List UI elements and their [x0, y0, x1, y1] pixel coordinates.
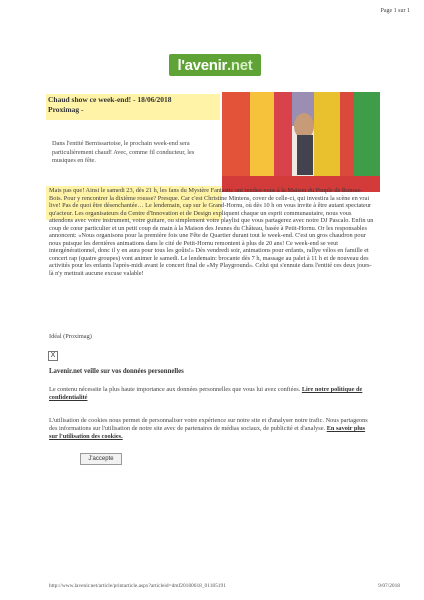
logo-tld: .net [227, 56, 253, 74]
accept-button[interactable]: J'accepte [80, 453, 122, 465]
article-intro: Dans l'entité Bernissartoise, le prochain week-end sera particulièrement chaud! Avec, comme fil conducteur, les musiques en fête. [52, 140, 195, 165]
cookie-usage-paragraph [49, 417, 369, 441]
logo-brand: l'avenir [177, 56, 228, 74]
page-number: Page 1 sur 1 [380, 8, 410, 14]
inflatable-castle-image [222, 92, 380, 192]
footer-date: 9/07/2018 [378, 583, 400, 589]
article-headline [48, 95, 220, 115]
article-signature: Idéal (Proximag) [49, 333, 92, 340]
lavenir-logo[interactable] [169, 54, 261, 76]
close-icon[interactable]: X [48, 351, 58, 361]
cookie-info-link[interactable]: En savoir plus sur l'utilisation des cookies. [49, 425, 366, 440]
article-section: Proximag - [48, 105, 84, 114]
cookie-notice-paragraph [49, 386, 369, 402]
article-photo [222, 92, 380, 192]
privacy-text: Le contenu nécessite la plus haute importance aux données personnelles que vous lui avez confiées. [49, 386, 301, 393]
footer-url: http://www.lavenir.net/article/printarticle.aspx?articleid=dmf20180618_01185191 [49, 583, 226, 589]
article-body: Mais pas que! Ainsi le samedi 23, dès 21 h, les fans du Mystère Fantastic ont rendez-vous à la Maison du Peuple de Ronsse-Bois. Pour y rencontrer la dixième rousse? Presque. Car c'est Christine Mintens, cover de celle-ci, qui investira la scène en vrai live! Pas de quoi être désenchantée… Le lendemain, cap sur le Grand-Hornu, où dès 10 h on vous invite à être autant spectateur qu'acteur. Les organisateurs du Centre d'Innovation et de Design expliquent chaque un esprit communautaire, nous vous attendons avec votre instrument, votre guitare, ou simplement votre playlist que vous partagerez avec notre DJ Pascalo. Enfin un coup de cœur particulier et un petit coup de main à la Maison des Jeunes du Château, basée à Petit-Hornu. Or les responsables annoncent: «Nous organisons pour la première fois une Fête de Quartier durant tout le week-end. C'est un gros chaudron pour nous puisque les dernières animations dans le cité de Petit-Hornu remontent à plus de 20 ans! Ce week-end se veut intergénérationnel, donc il y en aura pour tous les goûts!» Dès vendredi soir, animations pour enfants, rallye vélos en famille et concert rap (quatre groupes) vont animer le samedi. Le lendemain: brocante dès 7 h, massage au palet à 11 h et de nouveau des activités pour les enfants l'après-midi avant le concert final de «My Playground». Celui qui s'ennuie dans l'entité ces deux jours-là n'y mettrait aucune excuse valable! [49, 187, 374, 277]
cookie-notice-title: Lavenir.net veille sur vos données personnelles [49, 368, 184, 375]
cookie-usage-text: L'utilisation de cookies nous permet de personnaliser votre expérience sur notre site et d'analyser notre trafic. Nous partageons des informations sur l'utilisation de notre site avec de partenaires de médias sociaux, de publicité et d'analyse. [49, 417, 368, 432]
article-title: Chaud show ce week-end! - 18/06/2018 [48, 95, 172, 104]
privacy-policy-link[interactable]: Lire notre politique de confidentialité [49, 386, 363, 401]
